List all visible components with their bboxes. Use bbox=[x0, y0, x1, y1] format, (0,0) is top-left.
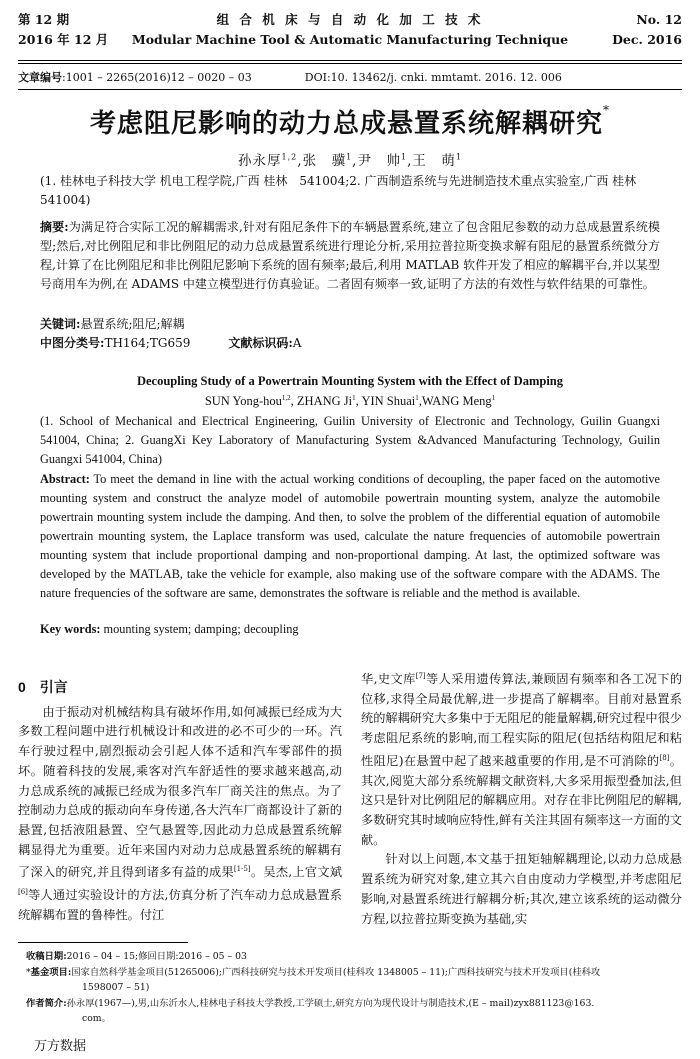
author-bio-cont: com。 bbox=[82, 1013, 111, 1024]
clc-code: TH164;TG659 bbox=[104, 336, 191, 350]
author-name: 王 萌 bbox=[412, 153, 456, 169]
body-column-right bbox=[361, 667, 682, 929]
author-sup: 1,2 bbox=[281, 152, 298, 162]
author-name: 孙永厚 bbox=[238, 153, 282, 169]
citation: [6] bbox=[18, 888, 28, 897]
keywords-en bbox=[40, 622, 299, 637]
footnote-fund: *基金项目:国家自然科学基金项目(51265006);广西科技研究与技术开发项目(桂科攻 1348005 – 11);广西科技研究与技术开发项目(桂科攻 1598007 – 51) bbox=[26, 965, 686, 996]
authors-cn: 孙永厚$^{1,2}$,张 骥$^1$,尹 帅$^1$,王 萌$^1$ bbox=[238, 152, 462, 169]
received-label: 收稿日期: bbox=[26, 951, 67, 962]
watermark: 万方数据 bbox=[34, 1039, 87, 1054]
affiliations-en: (1. School of Mechanical and Electrical Engineering, Guilin University of Electronic and Technology, Guilin Guangxi 541004, China; 2. GuangXi Key Laboratory of Manufacturing System &Advanced Manufacturing Technology, Guilin Guangxi 541004, China) bbox=[40, 414, 660, 466]
fund-text-cont: 1598007 – 51) bbox=[82, 982, 150, 993]
author-sup: 1 bbox=[455, 152, 462, 162]
footnote-rule bbox=[18, 942, 188, 943]
author-sup-en: 1,2 bbox=[281, 394, 291, 402]
classification-codes bbox=[40, 334, 301, 351]
title-text: 考虑阻尼影响的动力总成悬置系统解耦研究 bbox=[89, 109, 603, 139]
issue-cn: 第 12 期 bbox=[18, 12, 70, 27]
author-name: 张 骥 bbox=[302, 153, 347, 169]
paragraph-text: 等人通过实验设计的方法,仿真分析了汽车动力总成悬置系统解耦布置的鲁棒性。付江 bbox=[18, 888, 342, 922]
ids-rule bbox=[18, 89, 682, 90]
author-sup: 1 bbox=[346, 152, 353, 162]
header-rule-thin bbox=[18, 63, 682, 64]
keywords-en-label: Key words: bbox=[40, 622, 101, 636]
citation: [1-5] bbox=[233, 865, 251, 874]
header-rule-thick bbox=[18, 60, 682, 61]
authors-en: SUN Yong-hou$^{1,2}$, ZHANG Ji$^1$, YIN Shuai$^1$,WANG Meng$^1$ bbox=[204, 394, 496, 409]
author-name-en: YIN Shuai bbox=[361, 394, 416, 409]
doi: DOI:10. 13462/j. cnki. mmtamt. 2016. 12. 006 bbox=[304, 71, 562, 84]
header-right bbox=[612, 10, 682, 50]
citation: [7] bbox=[415, 672, 426, 680]
author-name-en: ZHANG Ji bbox=[296, 394, 353, 409]
author-sup-en: 1 bbox=[415, 394, 419, 402]
footnotes bbox=[26, 949, 686, 1027]
author-sup: 1 bbox=[400, 152, 408, 162]
section-title: 引言 bbox=[39, 680, 68, 696]
author-name-en: SUN Yong-hou bbox=[204, 394, 282, 409]
citation: [8] bbox=[659, 753, 670, 762]
header-center bbox=[18, 10, 682, 50]
paragraph-text: 华,史文库 bbox=[361, 672, 416, 687]
paragraph-text: 等人采用遗传算法,兼顾固有频率和各工况下的位移,求得全局最优解,进一步提高了解耦率。目前对悬置系统的解耦研究大多集中于无阻尼的能量解耦,研究过程中很少考虑阻尼系统的影响,而工程实际的阻尼(包括结构阻尼和粘性阻尼)在悬置中起了越来越重要的作用,是不可消除的 bbox=[361, 672, 683, 768]
footnote-received bbox=[26, 949, 686, 965]
section-heading bbox=[18, 678, 342, 699]
date-cn: 2016 年 12 月 bbox=[18, 32, 109, 47]
doc-code-label: 文献标识码: bbox=[228, 336, 293, 350]
paragraph-text: 。其次,阅览大部分系统解耦文献资料,大多采用振型叠加法,但这只是针对比例阻尼的解耦应用。对存在非比例阻尼的解耦,多数研究其时域响应特性,鲜有关注其固有频率这一方面的文献。 bbox=[361, 753, 682, 847]
received-text: 2016 – 04 – 15;修回日期:2016 – 05 – 03 bbox=[66, 951, 247, 962]
author-name: 尹 帅 bbox=[357, 153, 401, 169]
fund-text: 国家自然科学基金项目(51265006);广西科技研究与技术开发项目(桂科攻 1348005 – 11);广西科技研究与技术开发项目(桂科攻 bbox=[71, 966, 601, 978]
running-header bbox=[18, 10, 682, 58]
clc-label: 中图分类号: bbox=[40, 336, 105, 350]
keywords-cn-text: 悬置系统;阻尼;解耦 bbox=[80, 317, 185, 331]
paragraph-text: 。吴杰,上官文斌 bbox=[250, 865, 343, 880]
author-bio-label: 作者简介: bbox=[26, 997, 67, 1009]
paper-title-en: Decoupling Study of a Powertrain Mounting System with the Effect of Damping bbox=[136, 374, 564, 388]
article-ids: 文章编号:1001 – 2265(2016)12 – 0020 – 03 DOI:10. 13462/j. cnki. mmtamt. 2016. 12. 006 bbox=[18, 71, 562, 84]
section-number: 0 bbox=[18, 679, 26, 695]
issue-en: No. 12 bbox=[636, 12, 682, 27]
keywords-cn-label: 关键词: bbox=[40, 317, 81, 331]
body-column-left bbox=[18, 676, 342, 926]
body-paragraph: 针对以上问题,本文基于扭矩轴解耦理论,以动力总成悬置系统为研究对象,建立其六自由度动力学模型,并考虑阻尼影响,对悬置系统进行解耦分析;其次,建立该系统的运动微分方程,以拉普拉斯变换为基础,实 bbox=[361, 852, 682, 926]
author-sup-en: 1 bbox=[491, 394, 496, 402]
abstract-en-label: Abstract: bbox=[40, 472, 90, 486]
article-no-label: 文章编号 bbox=[18, 71, 62, 84]
journal-name-cn: 组 合 机 床 与 自 动 化 加 工 技 术 bbox=[216, 12, 484, 27]
date-en: Dec. 2016 bbox=[612, 32, 682, 47]
doc-code: A bbox=[292, 336, 302, 350]
journal-name-en: Modular Machine Tool & Automatic Manufacturing Technique bbox=[131, 32, 569, 47]
author-name-en: WANG Meng bbox=[421, 394, 492, 409]
abstract-en bbox=[40, 470, 660, 603]
abstract-cn-label: 摘要: bbox=[40, 220, 69, 234]
author-bio-text: 孙永厚(1967—),男,山东沂水人,桂林电子科技大学教授,工学硕士,研究方向为现代设计与制造技术,(E – mail)zyx881123@163. bbox=[66, 997, 595, 1009]
paper-title-cn bbox=[0, 103, 700, 140]
title-footnote-mark: * bbox=[603, 103, 610, 117]
keywords-en-text: mounting system; damping; decoupling bbox=[103, 622, 299, 636]
fund-label: 基金项目: bbox=[30, 966, 72, 978]
keywords-cn bbox=[40, 315, 185, 332]
abstract-en-text: To meet the demand in line with the actual working conditions of decoupling, the paper faced on the automotive mounting system and construct the analyze model of automobile powertrain mounting system, analyze the automobile powertrain mounting system include the damping. And then, to solve the problem of the differential equation of automobile powertrain mounting system, the Laplace transform was used, calculate the nature frequencies of automobile powertrain mounting system that include proportional damping and non-proportional damping. At last, the optimized software was developed by the MATLAB, take the vehicle for example, also making use of the software compare with the ADAMS. The nature frequencies of the software are same, demonstrates the software is reliable and the method is available. bbox=[40, 472, 661, 600]
paragraph-text: 由于振动对机械结构具有破坏作用,如何减振已经成为大多数工程问题中进行机械设计和改进的必不可少的一环。汽车行驶过程中,剧烈振动会引起人体不适和汽车零部件的损坏。随着科技的发展,乘客对汽车舒适性的要求越来越高,动力总成系统的减振已经成为很多汽车厂商关注的焦点。为了控制动力总成的振动向车身传递,各大汽车厂商都设计了新的悬置,包括液阻悬置、空气悬置等,因此动力总成悬置系统解耦显得尤为重要。近年来国内对动力总成悬置系统的解耦有了深入的研究,并且得到诸多有益的成果 bbox=[18, 704, 342, 880]
body-paragraph bbox=[361, 667, 682, 850]
author-sup-en: 1 bbox=[352, 394, 356, 402]
footnote-author bbox=[26, 996, 686, 1027]
abstract-cn bbox=[40, 218, 660, 294]
article-no: 1001 – 2265(2016)12 – 0020 – 03 bbox=[65, 71, 252, 84]
body-paragraph bbox=[18, 703, 342, 926]
affiliations-cn: (1. 桂林电子科技大学 机电工程学院,广西 桂林 541004;2. 广西制造系统与先进制造技术重点实验室,广西 桂林 541004) bbox=[40, 174, 649, 207]
abstract-cn-text: 为满足符合实际工况的解耦需求,针对有阻尼条件下的车辆悬置系统,建立了包含阻尼参数的动力总成悬置系统模型;然后,对比例阻尼和非比例阻尼的动力总成悬置系统进行理论分析,采用拉普拉斯变换求解有阻尼的悬置系统微分方程,计算了在比例阻尼和非比例阻尼影响下系统的固有频率;最后,利用 MATLAB 软件开发了相应的解耦平台,并以某型号商用车为例,在 ADAMS 中建立模型进行仿真验证。二者固有频率一致,证明了方法的有效性与软件结果的可靠性。 bbox=[40, 220, 661, 291]
